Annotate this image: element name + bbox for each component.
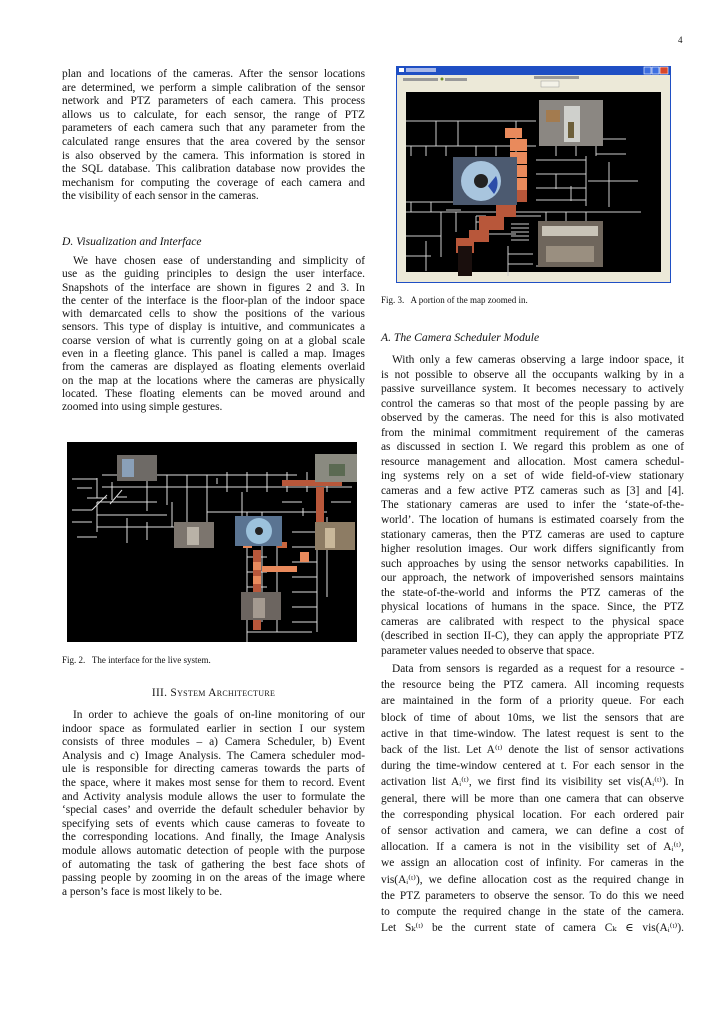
text-line: the resource being the PTZ camera. All incoming requests [381,679,684,692]
text-line: coarse version of what is currently going on at a global scale [62,334,365,347]
text-line: In order to achieve the goals of on-line monitoring of our [73,709,365,721]
text-line: our approach, the network of impoverished sensors maintains [381,572,684,585]
text-line: physical locations of humans in the space. Since, the PTZ [381,601,684,614]
text-line: during the time-window centered at t. For each sensor in the [381,760,684,773]
section-a-heading: A. The Camera Scheduler Module [381,331,540,344]
text-line: ing systems rely on a set of wide field-of-view stationary [381,470,684,483]
text-line: of automating the task of gathering the best face shots of [62,858,365,871]
text-line: use as the guiding principles to design the user interface. [62,268,365,281]
text-line: the visibility of each sensor in the cameras. [62,190,259,203]
text-line: from the minimal commitment requirement of the cameras [381,426,684,439]
text-line: calculated range ensures that the area covered by the sensor [62,135,365,148]
text-line: the space, where it makes most sense for them to record. Event [62,776,365,789]
text-line: control the cameras so that most of the people passing by are [381,397,684,410]
section-d-paragraph [62,255,365,415]
text-line: the SQL database. This calibration database now provides the [62,163,365,176]
text-line: zoomed into using simple gestures. [62,401,223,414]
text-line: allows us to calculate, for each sensor, the range of PTZ [62,108,365,121]
text-line: parameters of each camera such that any parameter from the [62,122,365,135]
text-line: general, there will be more than one camera that can observe [381,792,684,805]
text-line: we assign an allocation cost of infinity. For cameras in the [381,857,684,870]
text-line: are determined, we perform a simple calibration of the sensor [62,81,365,94]
figure-2-caption: Fig. 2. The interface for the live system. [62,655,211,665]
data-requests-paragraph [381,661,684,936]
text-line: even in a fleeting glance. This panel is called a map. Images [62,348,365,361]
section-a-paragraph [381,353,684,658]
text-line: cameras and a few active PTZ cameras such as [3] and [4]. [381,484,684,497]
text-line: parameter values needed to observe that space. [381,644,595,657]
text-line: the center of the interface is the floor-plan of the indoor space [62,294,365,307]
text-line: vis(Aᵢ⁽ᵗ⁾), we define allocation cost as the required change in [381,873,684,886]
text-line: specifying sets of events which cause cameras to foveate to [62,817,365,830]
section-d-heading: D. Visualization and Interface [62,235,202,248]
text-line: as discussed in section I. We regard this problem as one of [381,441,684,454]
text-line: allocation. If a camera is not in the visibility set of Aᵢ⁽ᵗ⁾, [381,841,684,854]
text-line: on the map at the locations where the cameras are physically [62,374,365,387]
text-line: of sensor activation and camera, we can define a cost of [381,825,684,838]
text-line: sensors. This type of display is intuitive, and communicates a [62,321,365,334]
text-line: higher resolution images. Our work differs significantly from [381,543,684,556]
figure-3-map-window [396,66,671,283]
text-line: stationary cameras, then the PTZ cameras are used to capture [381,528,684,541]
page-number: 4 [678,35,683,45]
text-line: the PTZ parameters to observe the sensor. To do this we need [381,889,684,902]
text-line: Snapshots of the interface are shown in figures 2 and 3. In [62,281,365,294]
text-line: active in that time-window. The latest request is sent to the [381,727,684,740]
text-line: located. These floating elements can be moved around and [62,387,365,400]
text-line: ule is responsible for directing cameras towards the parts of [62,763,365,776]
text-line: resource management and allocation. Most camera schedul- [381,455,684,468]
text-line: world’. The location of humans is estimated coarsely from the [381,514,684,527]
text-line: activation list Aᵢ⁽ᵗ⁾, we first find its visibility set vis(Aᵢ⁽ᵗ⁾). In [381,776,684,789]
text-line: indoor space as formulated earlier in section I our system [62,722,365,735]
text-line: with demarcated cells to show the positions of the various [62,308,365,321]
text-line: cameras are calibrated with respect to the physical space [381,615,684,628]
text-line: module allows automatic detection of people with the purpose [62,844,365,857]
text-line: the corresponding physical location. For each ordered pair [381,808,684,821]
text-line: is also observed by the camera. This information is stored in [62,149,365,162]
text-line: a person’s face is most likely to be. [62,885,223,898]
section-3-paragraph [62,709,365,899]
intro-paragraph [62,68,365,204]
text-line: With only a few cameras observing a large indoor space, it [392,354,684,366]
text-line: from the cameras are displayed as floating elements overlaid [62,361,365,374]
text-line: consists of three modules – a) Camera Scheduler, b) Event [62,736,365,749]
text-line: Analysis and c) Image Analysis. The Camera scheduler mod- [62,749,365,762]
text-line: Let Sₖ⁽ᵗ⁾ be the current state of camera Cₖ ∈ vis(Aᵢ⁽ᵗ⁾). [381,922,684,935]
text-line: passive surveillance system. It becomes necessary to actively [381,383,684,396]
text-line: plan and locations of the cameras. After the sensor locations [62,68,365,80]
text-line: the corresponding locations. And finally, the Image Analysis [62,831,365,844]
text-line: network and PTZ parameters of each camera. This process [62,95,365,108]
figure-2-live-interface [67,442,357,642]
text-line: Data from sensors is regarded as a request for a resource - [392,663,684,675]
text-line: mechanism for computing the coverage of each camera and [62,176,365,189]
text-line: to compute the required change in the state of the camera. [381,906,684,919]
text-line: the state-of-the-world and informs the PTZ cameras of the [381,586,684,599]
text-line: and Activity analysis module allows the user to formulate the [62,790,365,803]
figure-3-caption: Fig. 3. A portion of the map zoomed in. [381,295,528,305]
text-line: is not possible to observe all the occupants walking by in a [381,368,684,381]
text-line: back of the list. Let A⁽ᵗ⁾ denote the list of sensor activations [381,744,684,757]
text-line: passing people by zooming in on the areas of the image where [62,872,365,885]
text-line: We have chosen ease of understanding and simplicity of [73,255,365,267]
text-line: The stationary cameras are used to infer the ‘state-of-the- [381,499,684,512]
text-line: ‘special cases’ and override the default scheduler behavior by [62,804,365,817]
text-line: block of time of about 10ms, we list the sensors that are [381,711,684,724]
text-line: (described in section II-C), they can apply the appropriate PTZ [381,630,684,643]
text-line: observed by the cameras. The need for this is also motivated [381,412,684,425]
text-line: are maintained in the form of a priority queue. For each [381,695,684,708]
section-3-heading: III. System Architecture [151,687,276,699]
text-line: such approaches by using the sensor networks capabilities. In [381,557,684,570]
